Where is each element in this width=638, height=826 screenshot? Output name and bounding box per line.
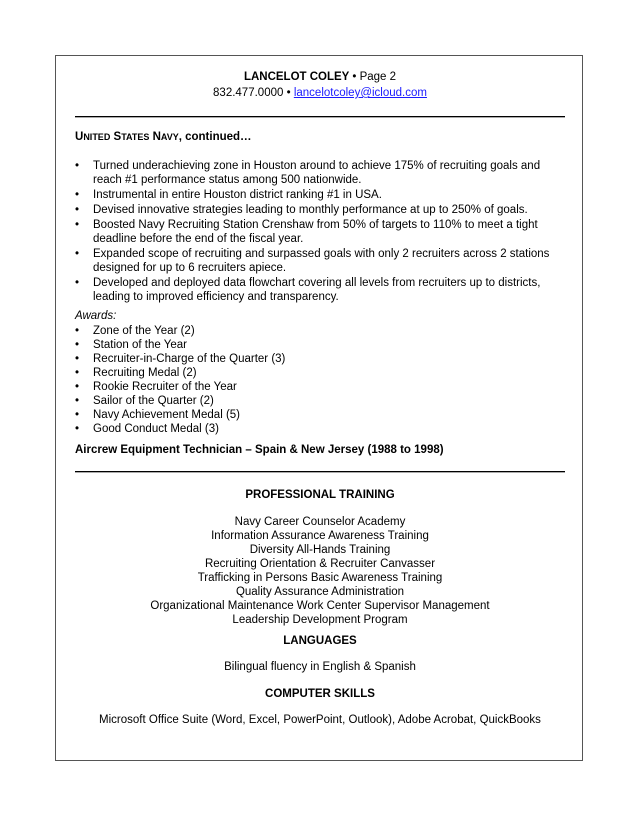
list-item: • Recruiting Medal (2) (75, 367, 197, 379)
bullet-icon: • (75, 248, 80, 260)
list-item: • Instrumental in entire Houston district ranking #1 in USA. (75, 189, 382, 201)
header-name-line (75, 70, 565, 84)
bullet-icon: • (75, 277, 80, 289)
section-divider (75, 471, 565, 473)
list-item: Information Assurance Awareness Training (211, 530, 429, 542)
list-item: Leadership Development Program (232, 614, 408, 626)
list-item: • Turned underachieving zone in Houston around to achieve 175% of recruiting goals and reach #1 performance status among 500 nationwide. (75, 160, 541, 186)
email-link[interactable]: lancelotcoley@icloud.com (293, 87, 427, 99)
languages-text: Bilingual fluency in English & Spanish (224, 661, 416, 673)
list-item: Recruiting Orientation & Recruiter Canvasser (204, 558, 436, 570)
list-item: Organizational Maintenance Work Center Supervisor Management (150, 600, 490, 612)
list-item: • Zone of the Year (2) (75, 325, 195, 337)
bullet-icon: • (75, 423, 80, 435)
list-item: • Good Conduct Medal (3) (75, 423, 219, 435)
list-item: Quality Assurance Administration (235, 586, 405, 598)
list-item: • Boosted Navy Recruiting Station Crenshaw from 50% of targets to 110% to meet a tight deadline before the end of the fiscal year. (75, 219, 538, 245)
bullet-icon: • (75, 189, 80, 201)
bullet-icon: • (75, 204, 80, 216)
languages-heading: LANGUAGES (283, 635, 357, 647)
list-item: • Recruiter-in-Charge of the Quarter (3) (75, 353, 286, 365)
training-heading: PROFESSIONAL TRAINING (245, 489, 395, 501)
training-list (75, 515, 565, 627)
header-divider (75, 116, 565, 118)
job-title-line: Aircrew Equipment Technician – Spain & New Jersey (1988 to 1998) (75, 444, 444, 456)
header-separator: • (352, 71, 357, 83)
phone-number: 832.477.0000 (213, 87, 284, 99)
list-item: • Station of the Year (75, 339, 187, 351)
bullet-icon: • (75, 381, 80, 393)
awards-list (75, 324, 565, 436)
list-item: • Devised innovative strategies leading to monthly performance at up to 250% of goals. (75, 204, 528, 216)
list-item: • Sailor of the Quarter (2) (75, 395, 214, 407)
bullet-icon: • (75, 219, 80, 231)
list-item: • Expanded scope of recruiting and surpassed goals with only 2 recruiters across 2 stations designed for up to 6 recruiters apiece. (75, 248, 550, 274)
page-label: Page 2 (359, 71, 397, 83)
awards-heading: Awards: (75, 310, 117, 322)
achievements-list (75, 159, 565, 305)
list-item: Trafficking in Persons Basic Awareness Training (197, 572, 443, 584)
bullet-icon: • (75, 339, 80, 351)
bullet-icon: • (75, 325, 80, 337)
computer-skills-text: Microsoft Office Suite (Word, Excel, PowerPoint, Outlook), Adobe Acrobat, QuickBooks (99, 714, 541, 726)
list-item: • Navy Achievement Medal (5) (75, 409, 241, 421)
resume-header (75, 70, 565, 100)
bullet-icon: • (75, 409, 80, 421)
bullet-icon: • (75, 353, 80, 365)
bullet-icon: • (75, 160, 80, 172)
list-item: • Rookie Recruiter of the Year (75, 381, 237, 393)
candidate-name: LANCELOT COLEY (243, 71, 350, 83)
bullet-icon: • (75, 395, 80, 407)
list-item: • Developed and deployed data flowchart covering all levels from recruiters up to districts, leading to improved efficiency and transparency. (75, 277, 541, 303)
list-item: Diversity All-Hands Training (249, 544, 391, 556)
section-title-navy: UNITED STATES NAVY, continued… (75, 131, 252, 143)
contact-separator: • (286, 87, 291, 99)
bullet-icon: • (75, 367, 80, 379)
computer-skills-heading: COMPUTER SKILLS (265, 688, 375, 700)
contact-line (75, 86, 565, 100)
list-item: Navy Career Counselor Academy (234, 516, 406, 528)
